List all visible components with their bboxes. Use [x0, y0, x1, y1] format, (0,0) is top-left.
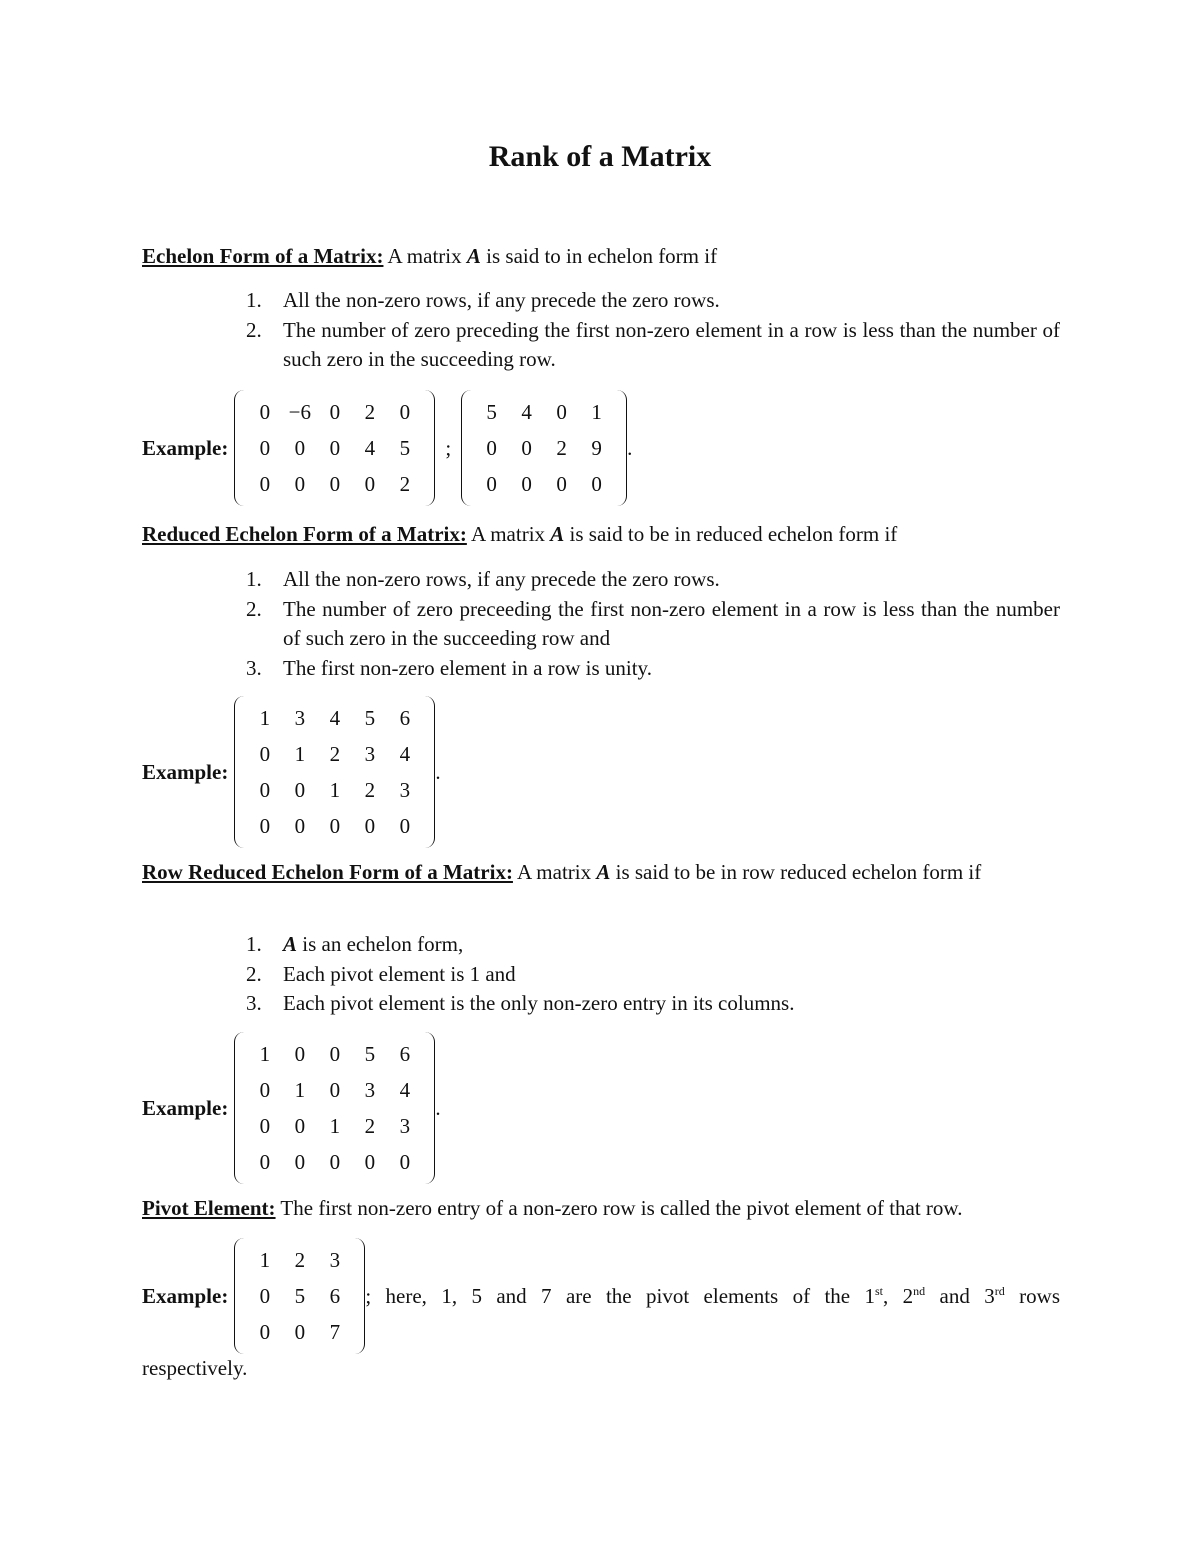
period: . [435, 1095, 441, 1120]
matrix-cell: 4 [521, 400, 532, 424]
matrix-cell: 0 [486, 472, 497, 496]
matrix-cell: 6 [399, 1042, 411, 1066]
matrix-cell: 4 [399, 742, 411, 766]
superscript: nd [913, 1283, 926, 1298]
matrix-cell: 2 [399, 472, 411, 496]
echelon-heading: Echelon Form of a Matrix: [142, 244, 384, 268]
pivot-text-part: and 3 [925, 1283, 995, 1308]
matrix-cell: 7 [329, 1320, 341, 1344]
matrix-cell: 0 [364, 1150, 376, 1174]
list-item [246, 286, 1060, 316]
matrix-cell: 2 [364, 400, 376, 424]
matrix [234, 696, 435, 848]
matrix-cell: 6 [399, 706, 411, 730]
matrix-cell: 1 [294, 1078, 306, 1102]
matrix-cell: 0 [399, 1150, 411, 1174]
pivot-text-part: ; here, 1, 5 and 7 are the pivot elements of the 1 [365, 1283, 876, 1308]
matrix-cell: 0 [294, 1042, 306, 1066]
left-paren [461, 390, 472, 506]
matrix-cell: 0 [259, 472, 271, 496]
pivot-text: The first non-zero entry of a non-zero row is called the pivot element of that row. [275, 1196, 963, 1220]
matrix-cell: 0 [259, 400, 271, 424]
matrix-cell: 0 [259, 1320, 271, 1344]
matrix-cell: 0 [521, 436, 532, 460]
matrix-cell: 0 [399, 814, 411, 838]
echelon-intro-pre: A matrix [383, 244, 467, 268]
list-text: The first non-zero element in a row is unity. [283, 655, 652, 680]
pivot-heading: Pivot Element: [142, 1196, 276, 1220]
matrix-cell: 0 [259, 436, 271, 460]
list-item [246, 989, 1060, 1019]
list-number: 3. [246, 655, 262, 680]
matrix-cell: 2 [364, 778, 376, 802]
matrix-cell: 5 [486, 400, 497, 424]
row-reduced-heading: Row Reduced Echelon Form of a Matrix: [142, 860, 513, 884]
list-item [246, 960, 1060, 990]
matrix-cell: 0 [486, 436, 497, 460]
echelon-conditions [246, 286, 1060, 375]
left-paren [234, 696, 245, 848]
matrix-grid [245, 1032, 424, 1184]
list-text: Each pivot element is 1 and [283, 961, 516, 986]
list-text: All the non-zero rows, if any precede the zero rows. [283, 567, 720, 591]
matrix-cell: 2 [294, 1248, 306, 1272]
example-label: Example: [142, 1095, 229, 1120]
list-item [246, 930, 1060, 960]
superscript: st [875, 1283, 884, 1298]
matrix-cell: 0 [259, 742, 271, 766]
matrix-cell: 5 [364, 706, 376, 730]
matrix-cell: 0 [591, 472, 602, 496]
pivot-example-text [365, 1284, 1060, 1309]
example-label: Example: [142, 759, 229, 784]
matrix-cell: 0 [329, 1078, 341, 1102]
list-number: 2. [246, 961, 262, 986]
list-item [246, 654, 1060, 684]
pivot-continuation: respectively. [142, 1356, 248, 1380]
matrix-cell: 2 [364, 1114, 376, 1138]
matrix-cell: 4 [329, 706, 341, 730]
pivot-definition [142, 1194, 1060, 1223]
period: . [627, 435, 633, 460]
matrix-cell: 0 [294, 1114, 306, 1138]
list-number: 1. [246, 288, 262, 312]
right-paren [616, 390, 627, 506]
matrix [234, 1032, 435, 1184]
matrix-cell: 1 [591, 400, 602, 424]
list-item [246, 565, 1060, 595]
matrix-cell: 0 [259, 814, 271, 838]
matrix-cell: 0 [364, 814, 376, 838]
matrix-cell: 1 [294, 742, 306, 766]
list-number: 2. [246, 596, 262, 621]
reduced-var: A [550, 522, 565, 546]
right-paren [424, 390, 435, 506]
row-reduced-definition [142, 858, 1060, 887]
matrix-cell: 0 [329, 472, 341, 496]
reduced-conditions [246, 565, 1060, 683]
matrix-cell: 0 [294, 472, 306, 496]
echelon-example [142, 390, 632, 506]
matrix-cell: 0 [259, 1150, 271, 1174]
row-reduced-example [142, 1032, 441, 1184]
matrix-cell: 0 [521, 472, 532, 496]
matrix-cell: 0 [294, 436, 306, 460]
matrix-cell: 0 [329, 814, 341, 838]
matrix-cell: 0 [294, 814, 306, 838]
reduced-intro-post: is said to be in reduced echelon form if [564, 522, 898, 546]
row-reduced-conditions [246, 930, 1060, 1019]
list-text: is an echelon form, [297, 932, 464, 956]
matrix-cell: 0 [259, 778, 271, 802]
list-item [246, 316, 1060, 375]
list-number: 2. [246, 317, 262, 342]
matrix-cell: 0 [294, 1150, 306, 1174]
left-paren [234, 1238, 245, 1354]
matrix-cell: −6 [288, 400, 311, 424]
matrix-cell: 3 [294, 706, 306, 730]
right-paren [354, 1238, 365, 1354]
list-item [246, 595, 1060, 654]
matrix-cell: 3 [329, 1248, 341, 1272]
matrix-cell: 2 [556, 436, 567, 460]
matrix [461, 390, 627, 506]
pivot-text-part: rows [1004, 1283, 1060, 1308]
pivot-example [142, 1238, 1060, 1354]
matrix-cell: 3 [364, 742, 376, 766]
right-paren [424, 1032, 435, 1184]
list-text: The number of zero preceeding the first non-zero element in a row is less than the number of such zero in the succeeding row and [283, 596, 1060, 650]
matrix-grid [245, 696, 424, 848]
left-paren [234, 1032, 245, 1184]
row-reduced-intro-pre: A matrix [512, 860, 597, 884]
example-label: Example: [142, 1283, 229, 1308]
matrix-cell: 1 [329, 778, 341, 802]
matrix-cell: 0 [329, 436, 341, 460]
list-var: A [283, 932, 298, 956]
matrix-cell: 4 [364, 436, 376, 460]
matrix-cell: 0 [294, 1320, 306, 1344]
matrix-cell: 2 [329, 742, 341, 766]
superscript: rd [994, 1283, 1005, 1298]
list-number: 1. [246, 567, 262, 591]
page-title: Rank of a Matrix [488, 140, 712, 173]
matrix-cell: 0 [259, 1114, 271, 1138]
matrix-cell: 3 [399, 1114, 411, 1138]
matrix-cell: 4 [399, 1078, 411, 1102]
reduced-intro-pre: A matrix [466, 522, 551, 546]
matrix [234, 1238, 365, 1354]
example-label: Example: [142, 435, 229, 460]
matrix-cell: 0 [259, 1284, 271, 1308]
left-paren [234, 390, 245, 506]
list-text: Each pivot element is the only non-zero entry in its columns. [283, 991, 795, 1015]
matrix [234, 390, 435, 506]
matrix-cell: 5 [399, 436, 411, 460]
matrix-cell: 3 [364, 1078, 376, 1102]
matrix-cell: 5 [364, 1042, 376, 1066]
matrix-cell: 0 [329, 1150, 341, 1174]
matrix-cell: 1 [259, 1248, 271, 1272]
matrix-grid [245, 390, 424, 506]
echelon-var: A [466, 244, 481, 268]
pivot-text-part: , 2 [883, 1283, 914, 1308]
reduced-heading: Reduced Echelon Form of a Matrix: [142, 522, 467, 546]
matrix-cell: 0 [259, 1078, 271, 1102]
matrix-cell: 0 [364, 472, 376, 496]
matrix-cell: 0 [329, 400, 341, 424]
matrix-cell: 1 [329, 1114, 341, 1138]
matrix-grid [472, 390, 616, 506]
matrix-cell: 0 [399, 400, 411, 424]
matrix-cell: 5 [294, 1284, 306, 1308]
matrix-cell: 1 [259, 706, 271, 730]
matrix-cell: 1 [259, 1042, 271, 1066]
period: . [435, 759, 441, 784]
matrix-cell: 0 [556, 472, 567, 496]
matrix-cell: 3 [399, 778, 411, 802]
list-text: The number of zero preceding the first non-zero element in a row is less than the number of such zero in the succeeding row. [283, 317, 1060, 371]
right-paren [424, 696, 435, 848]
row-reduced-var: A [596, 860, 611, 884]
matrix-cell: 6 [329, 1284, 341, 1308]
list-number: 3. [246, 991, 262, 1015]
row-reduced-intro-post: is said to be in row reduced echelon form if [610, 860, 982, 884]
separator: ; [445, 435, 452, 460]
matrix-cell: 0 [294, 778, 306, 802]
echelon-definition [142, 242, 1060, 271]
reduced-definition [142, 520, 1060, 549]
list-text: All the non-zero rows, if any precede the zero rows. [283, 288, 720, 312]
list-number: 1. [246, 932, 262, 956]
echelon-intro-post: is said to in echelon form if [480, 244, 718, 268]
matrix-cell: 9 [591, 436, 602, 460]
reduced-example [142, 696, 441, 848]
matrix-grid [245, 1238, 354, 1354]
matrix-cell: 0 [329, 1042, 341, 1066]
matrix-cell: 0 [556, 400, 567, 424]
